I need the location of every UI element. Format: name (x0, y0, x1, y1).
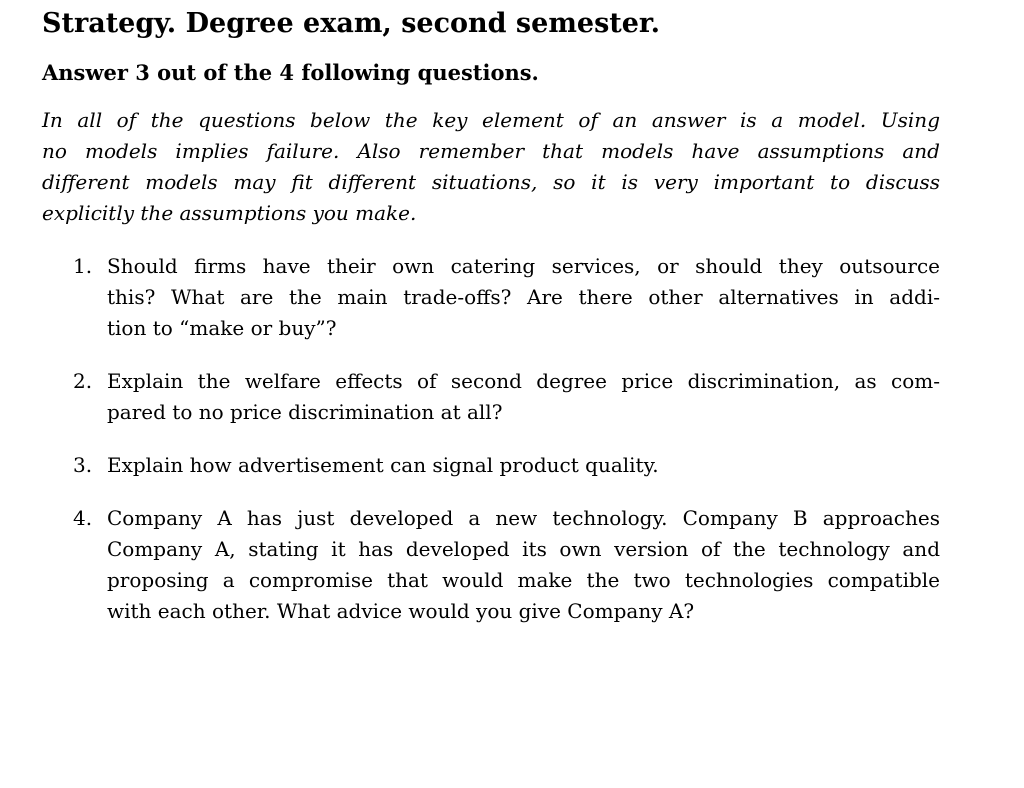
question-number: 3. (73, 453, 93, 477)
question-line: Should firms have their own catering services, or should they outsource (107, 254, 940, 278)
instruction-text: Answer 3 out of the 4 following questions. (42, 60, 539, 85)
document-title: Strategy. Degree exam, second semester. (42, 8, 661, 39)
question-line: Explain the welfare effects of second degree price discrimination, as com- (107, 369, 940, 393)
question-line: proposing a compromise that would make the two technologies compatible (107, 568, 940, 592)
question-list (42, 251, 940, 627)
intro-line: explicitly the assumptions you make. (42, 201, 417, 225)
question-item-4 (42, 503, 940, 627)
question-item-3 (42, 450, 940, 481)
intro-line: no models implies failure. Also remember that models have assumptions and (42, 139, 940, 163)
question-line: tion to “make or buy”? (107, 316, 337, 340)
question-line: with each other. What advice would you give Company A? (107, 599, 695, 623)
question-line: Company A, stating it has developed its own version of the technology and (107, 537, 940, 561)
question-number: 2. (73, 369, 93, 393)
question-number: 1. (73, 254, 93, 278)
intro-line: different models may fit different situations, so it is very important to discuss (42, 170, 940, 194)
question-number: 4. (73, 506, 93, 530)
question-line: Company A has just developed a new technology. Company B approaches (107, 506, 940, 530)
question-item-2 (42, 366, 940, 428)
question-item-1 (42, 251, 940, 344)
intro-line: In all of the questions below the key element of an answer is a model. Using (42, 108, 940, 132)
question-line: this? What are the main trade-offs? Are there other alternatives in addi- (107, 285, 940, 309)
question-line: Explain how advertisement can signal product quality. (107, 453, 659, 477)
intro-paragraph (42, 105, 940, 229)
question-line: pared to no price discrimination at all? (107, 400, 503, 424)
